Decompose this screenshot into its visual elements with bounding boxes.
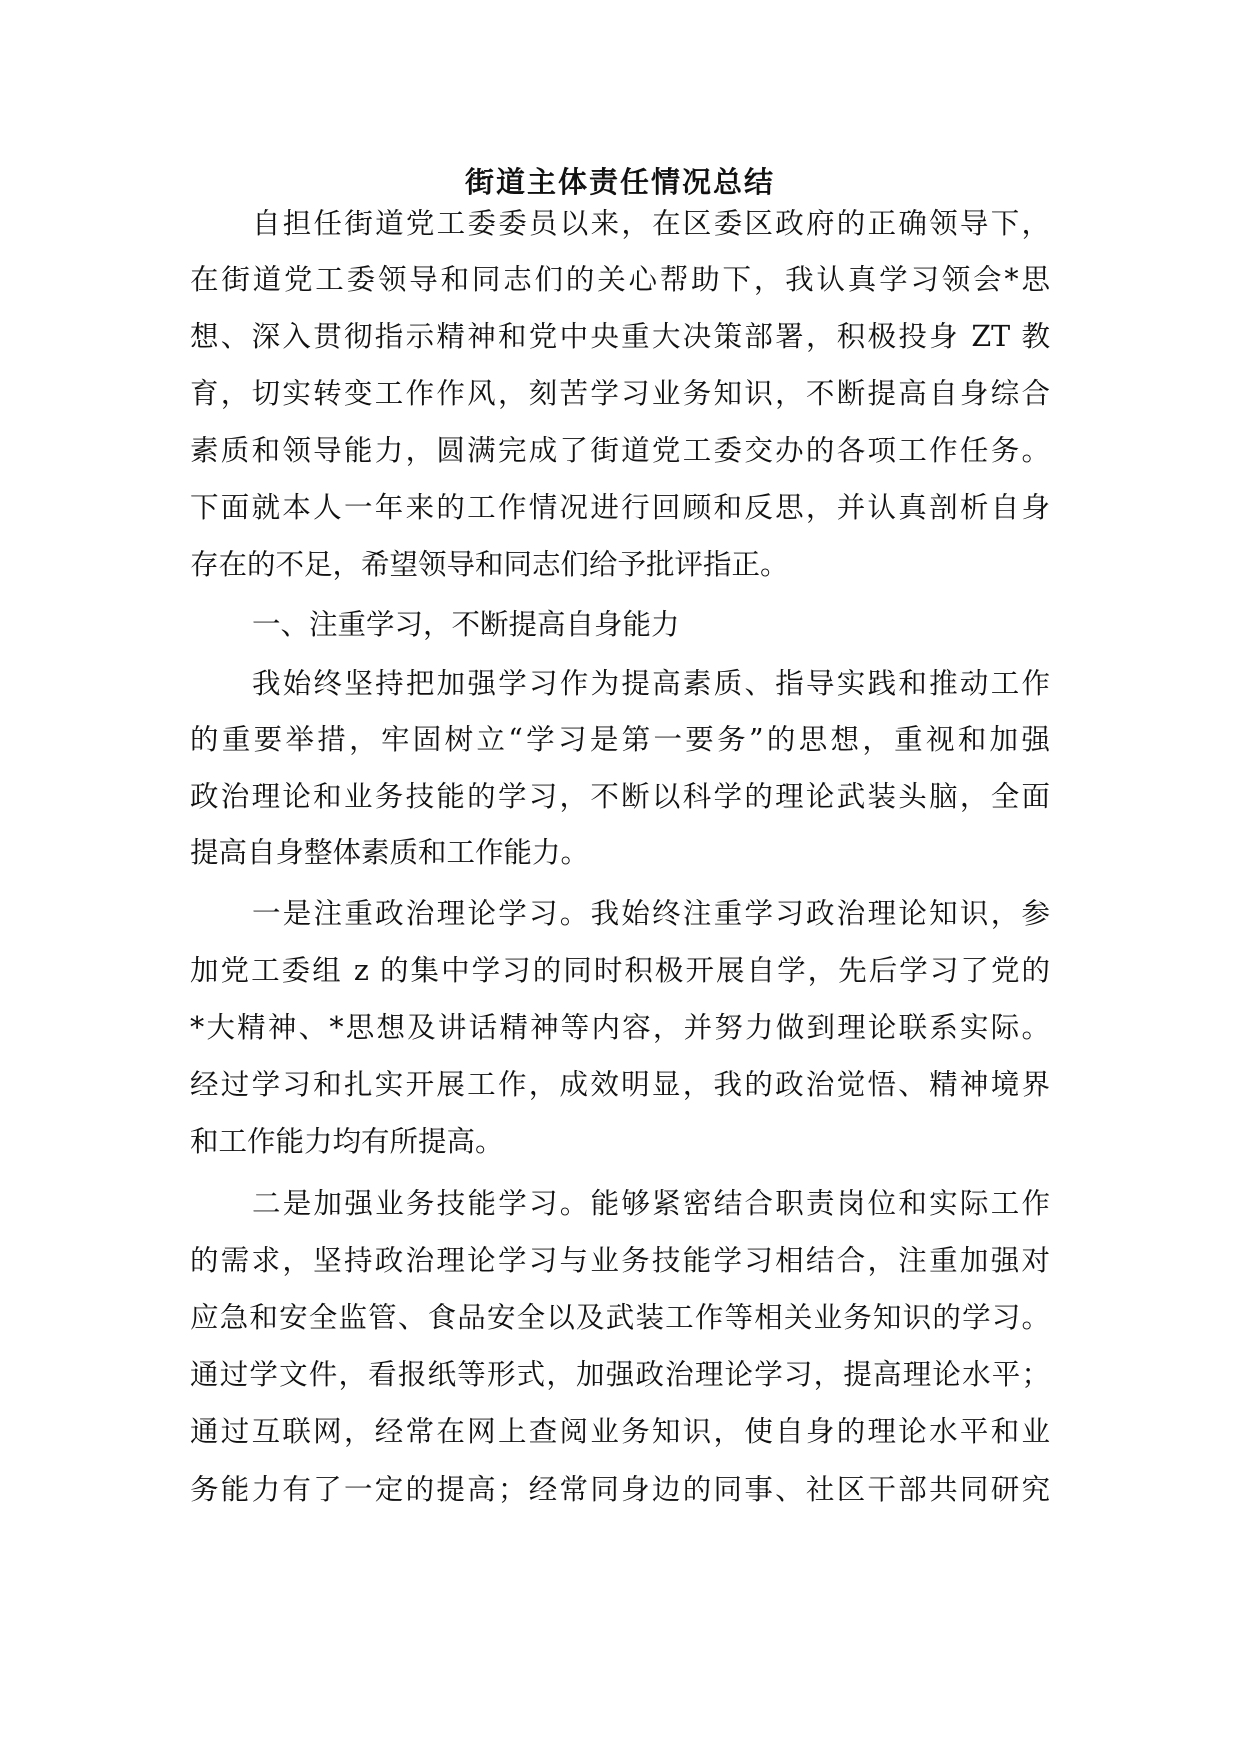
- paragraph-line: 务能力有了一定的提高；经常同身边的同事、社区干部共同研究: [190, 1473, 1050, 1506]
- paragraph-line: 素质和领导能力，圆满完成了街道党工委交办的各项工作任务。: [190, 434, 1050, 467]
- paragraph-line: 通过互联网，经常在网上查阅业务知识，使自身的理论水平和业: [190, 1415, 1050, 1448]
- paragraph-line: 二是加强业务技能学习。能够紧密结合职责岗位和实际工作: [252, 1187, 1050, 1220]
- paragraph-line: 我始终坚持把加强学习作为提高素质、指导实践和推动工作: [252, 667, 1050, 700]
- paragraph-line: *大精神、*思想及讲话精神等内容，并努力做到理论联系实际。: [190, 1011, 1050, 1044]
- paragraph-line: 下面就本人一年来的工作情况进行回顾和反思，并认真剖析自身: [190, 491, 1050, 524]
- paragraph-line: 存在的不足，希望领导和同志们给予批评指正。: [190, 548, 789, 581]
- document-title: 街道主体责任情况总结: [464, 165, 775, 199]
- paragraph-line: 育，切实转变工作作风，刻苦学习业务知识，不断提高自身综合: [190, 377, 1050, 410]
- section-heading: 一、注重学习，不断提高自身能力: [252, 608, 680, 641]
- paragraph-line: 的重要举措，牢固树立“学习是第一要务”的思想，重视和加强: [190, 723, 1050, 756]
- paragraph-line: 政治理论和业务技能的学习，不断以科学的理论武装头脑，全面: [190, 780, 1050, 813]
- paragraph-line: 自担任街道党工委委员以来，在区委区政府的正确领导下，: [252, 207, 1050, 240]
- paragraph-line: 经过学习和扎实开展工作，成效明显，我的政治觉悟、精神境界: [190, 1068, 1050, 1101]
- paragraph-line: 的需求，坚持政治理论学习与业务技能学习相结合，注重加强对: [190, 1244, 1050, 1277]
- paragraph-line: 一是注重政治理论学习。我始终注重学习政治理论知识，参: [252, 897, 1050, 930]
- paragraph-line: 在街道党工委领导和同志们的关心帮助下，我认真学习领会*思: [190, 263, 1050, 296]
- paragraph-line: 提高自身整体素质和工作能力。: [190, 836, 590, 869]
- paragraph-line: 通过学文件，看报纸等形式，加强政治理论学习，提高理论水平；: [190, 1358, 1050, 1391]
- paragraph-line: 和工作能力均有所提高。: [190, 1125, 504, 1158]
- paragraph-line: 应急和安全监管、食品安全以及武装工作等相关业务知识的学习。: [190, 1301, 1050, 1334]
- paragraph-line: 想、深入贯彻指示精神和党中央重大决策部署，积极投身 ZT 教: [190, 320, 1050, 353]
- paragraph-line: 加党工委组 z 的集中学习的同时积极开展自学，先后学习了党的: [190, 954, 1050, 987]
